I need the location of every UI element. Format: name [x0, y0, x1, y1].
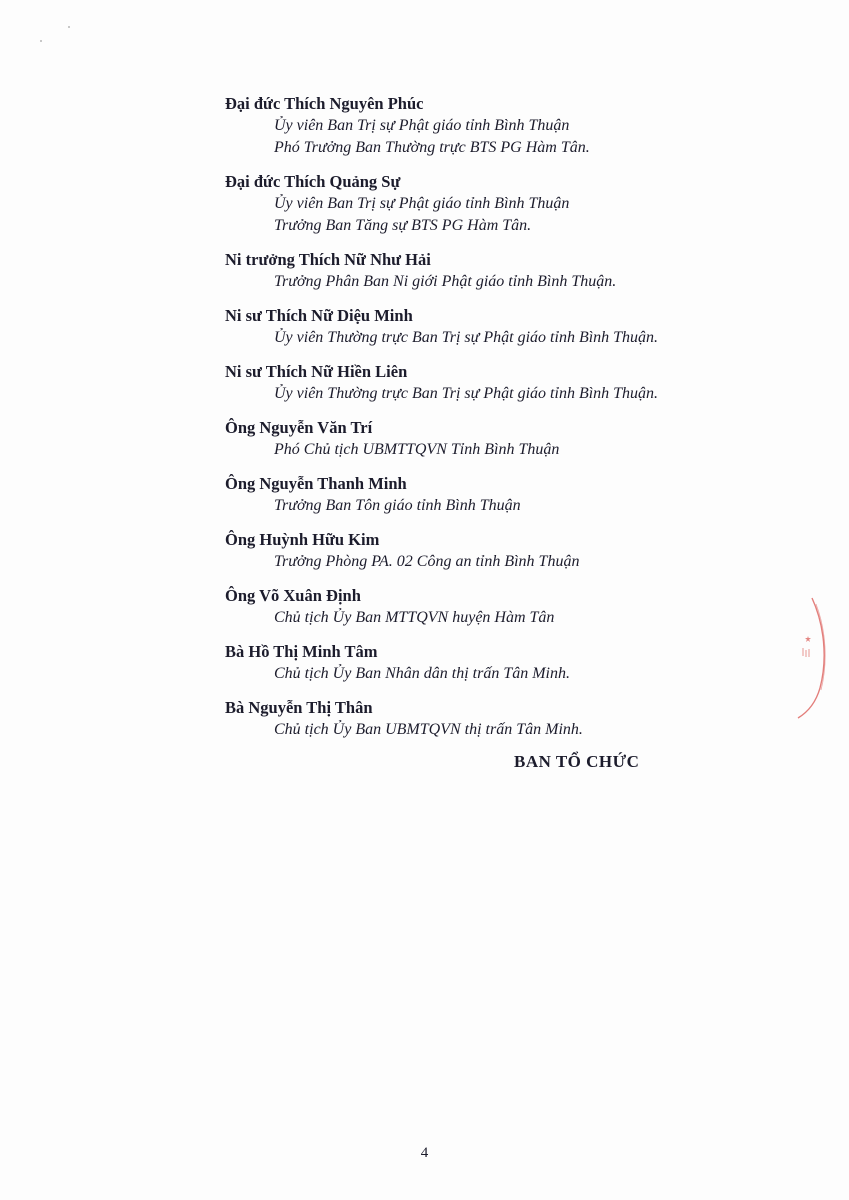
participant-name: Ni sư Thích Nữ Hiền Liên: [225, 362, 408, 381]
participant-name: Ông Huỳnh Hữu Kim: [225, 530, 380, 549]
participant-name: Bà Nguyễn Thị Thân: [225, 698, 373, 717]
participant-role: Ủy viên Thường trực Ban Trị sự Phật giáo tỉnh Bình Thuận.: [274, 329, 659, 346]
participant-role: Trưởng Ban Tăng sự BTS PG Hàm Tân.: [274, 217, 532, 234]
stamp-edge-mark: [790, 596, 830, 720]
participant-name: Ông Nguyễn Văn Trí: [225, 418, 373, 437]
participant-entry: [225, 361, 785, 405]
participant-role: Chủ tịch Ủy Ban UBMTQVN thị trấn Tân Minh.: [274, 721, 583, 738]
participant-entry: [225, 249, 785, 293]
participant-name: Ni sư Thích Nữ Diệu Minh: [225, 306, 413, 325]
page-number: 4: [420, 1145, 429, 1161]
scan-speck: [68, 26, 70, 28]
participant-role: Ủy viên Thường trực Ban Trị sự Phật giáo tỉnh Bình Thuận.: [274, 385, 659, 402]
participant-entry: [225, 473, 785, 517]
participant-entry: [225, 697, 785, 741]
participant-role: Phó Chủ tịch UBMTTQVN Tỉnh Bình Thuận: [274, 441, 560, 458]
participant-name: Ông Võ Xuân Định: [225, 586, 361, 605]
participant-role: Trưởng Phòng PA. 02 Công an tỉnh Bình Thuận: [274, 553, 580, 570]
participant-entry: [225, 641, 785, 685]
participant-role: Chủ tịch Ủy Ban MTTQVN huyện Hàm Tân: [274, 609, 555, 626]
scan-speck: [40, 40, 42, 42]
participant-name: Đại đức Thích Quảng Sự: [225, 172, 401, 191]
participant-role: Ủy viên Ban Trị sự Phật giáo tỉnh Bình Thuận: [274, 117, 570, 134]
participant-role: Trưởng Ban Tôn giáo tỉnh Bình Thuận: [274, 497, 521, 514]
participant-role: Ủy viên Ban Trị sự Phật giáo tỉnh Bình Thuận: [274, 195, 570, 212]
participant-role: Phó Trưởng Ban Thường trực BTS PG Hàm Tân.: [274, 139, 590, 156]
participant-entry: [225, 529, 785, 573]
participant-entry: [225, 417, 785, 461]
organizer-signature: BAN TỔ CHỨC: [514, 752, 640, 771]
participant-role: Trưởng Phân Ban Ni giới Phật giáo tỉnh Bình Thuận.: [274, 273, 617, 290]
participant-name: Bà Hồ Thị Minh Tâm: [225, 642, 378, 661]
participant-entry: [225, 585, 785, 629]
participant-name: Ni trưởng Thích Nữ Như Hải: [225, 250, 431, 269]
participant-role: Chủ tịch Ủy Ban Nhân dân thị trấn Tân Minh.: [274, 665, 570, 682]
participant-entry: [225, 305, 785, 349]
participant-entry: [225, 93, 785, 159]
participant-entry: [225, 171, 785, 237]
participant-name: Đại đức Thích Nguyên Phúc: [225, 94, 424, 113]
participant-name: Ông Nguyễn Thanh Minh: [225, 474, 407, 493]
participant-list: [225, 93, 785, 753]
